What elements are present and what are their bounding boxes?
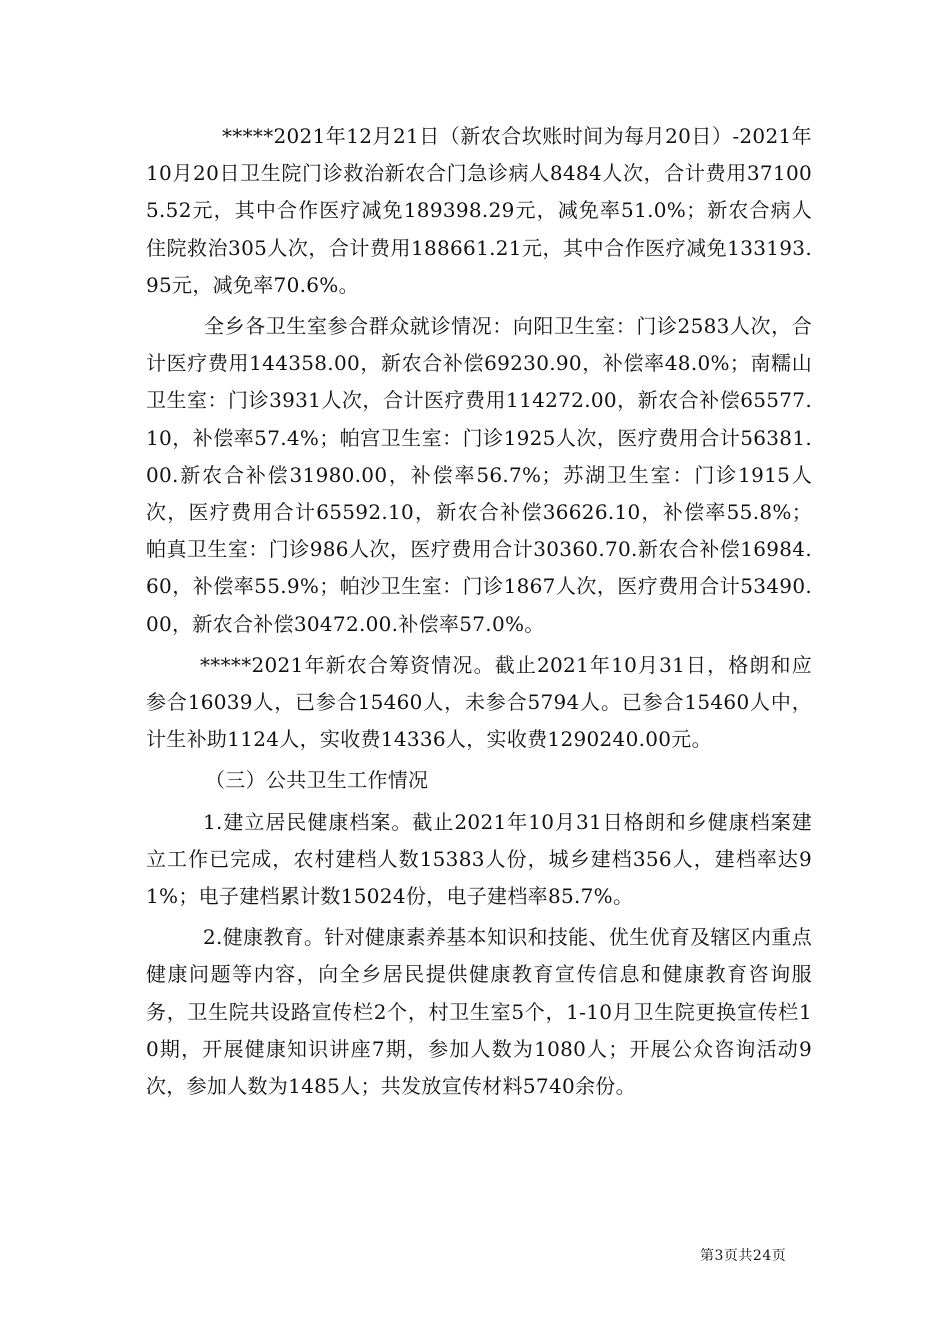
section-heading-public-health: （三）公共卫生工作情况 [205,768,429,793]
paragraph-ncms-treatment: *****2021年12月21日（新农合坎账时间为每月20日）-2021年10月20日卫生院门诊救治新农合门急诊病人8484人次，合计费用371005.52元，其中合作医疗减免189398.29元，减免率51.0%；新农合病人住院救治305人次，合计费用188661.21元，其中合作医疗减免133193.95元，减免率70.6%。 [146,124,812,297]
document-body [146,118,812,1105]
paragraph-ncms-funding: *****2021年新农合筹资情况。截止2021年10月31日，格朗和应参合16039人，已参合15460人，未参合5794人。已参合15460人中，计生补助1124人，实收费14336人，实收费1290240.00元。 [146,652,812,752]
paragraph-health-records: 1.建立居民健康档案。截止2021年10月31日格朗和乡健康档案建立工作已完成，农村建档人数15383人份，城乡建档356人，建档率达91%；电子建档累计数15024份，电子建档率85.7%。 [146,809,812,909]
page-number-footer: 第3页共24页 [700,1248,787,1264]
paragraph-health-education: 2.健康教育。针对健康素养基本知识和技能、优生优育及辖区内重点健康问题等内容，向全乡居民提供健康教育宣传信息和健康教育咨询服务，卫生院共设路宣传栏2个，村卫生室5个，1-10月卫生院更换宣传栏10期，开展健康知识讲座7期，参加人数为1080人；开展公众咨询活动9次，参加人数为1485人；共发放宣传材料5740余份。 [146,925,812,1099]
paragraph-clinic-visits: 全乡各卫生室参合群众就诊情况：向阳卫生室：门诊2583人次，合计医疗费用144358.00，新农合补偿69230.90，补偿率48.0%；南糯山卫生室：门诊3931人次，合计医疗费用114272.00，新农合补偿65577.10，补偿率57.4%；帕宫卫生室：门诊1925人次，医疗费用合计56381.00.新农合补偿31980.00，补偿率56.7%；苏湖卫生室：门诊1915人次，医疗费用合计65592.10，新农合补偿36626.10，补偿率55.8%；帕真卫生室：门诊986人次，医疗费用合计30360.70.新农合补偿16984.60，补偿率55.9%；帕沙卫生室：门诊1867人次，医疗费用合计53490.00，新农合补偿30472.00.补偿率57.0%。 [146,314,812,636]
